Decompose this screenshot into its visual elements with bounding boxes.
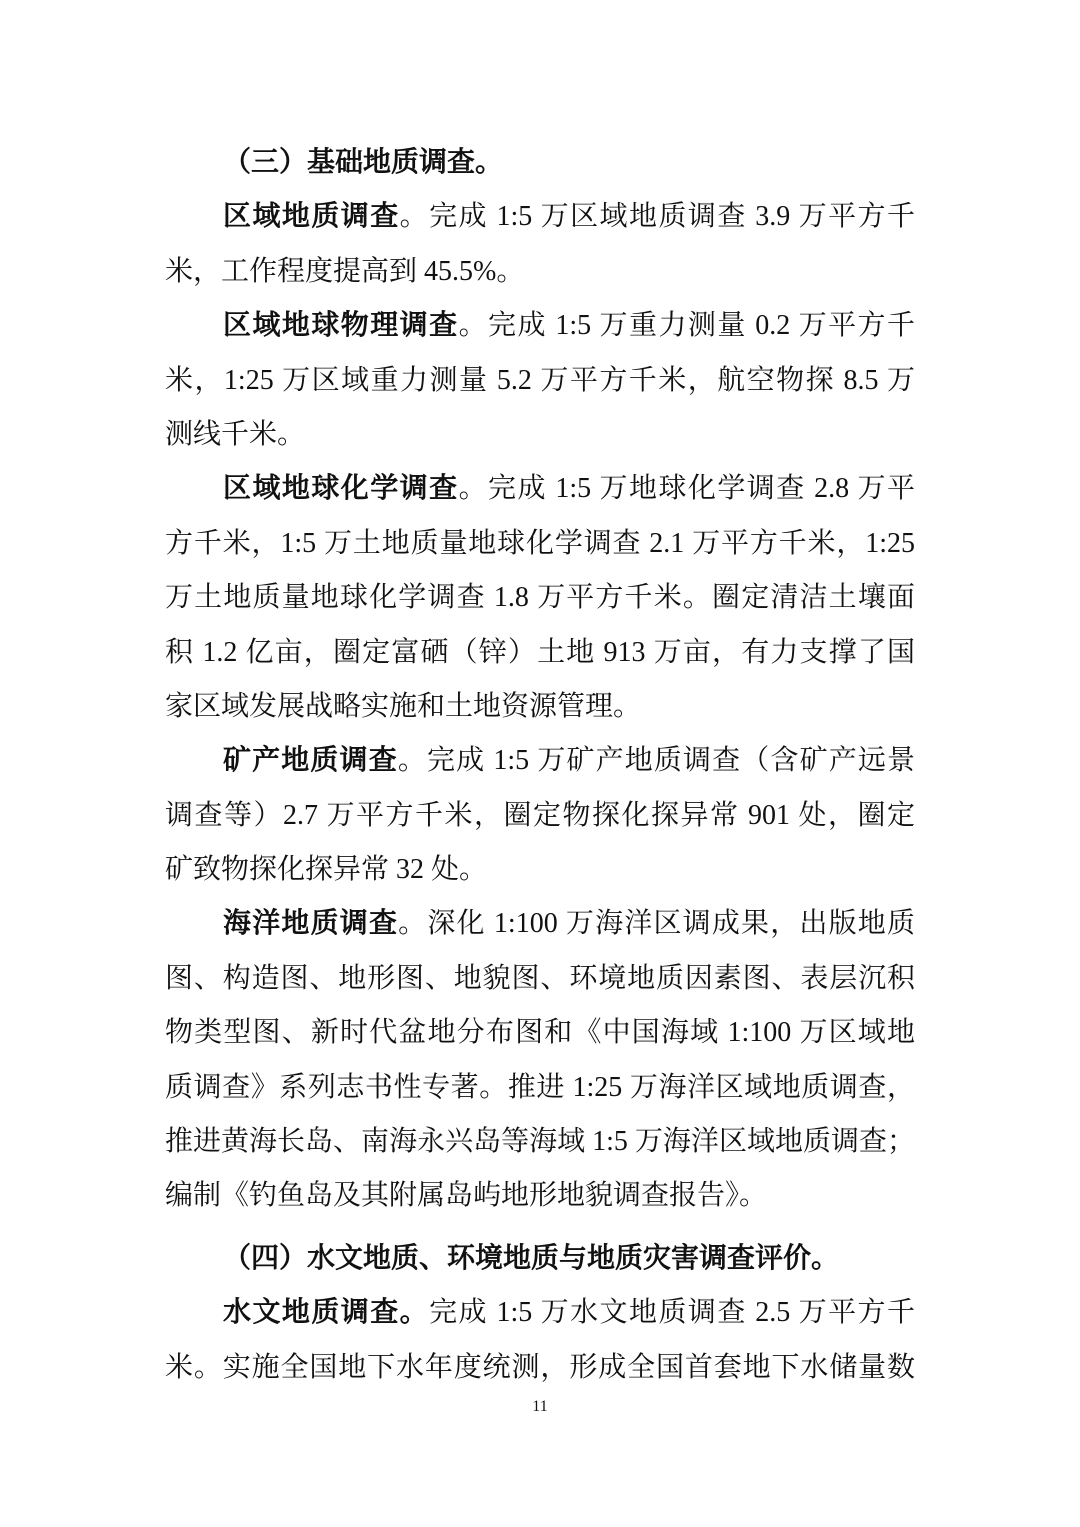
paragraph-text: 。完成 1:5 万矿产地质调查（含矿产远景 <box>397 745 915 777</box>
paragraph-text: 调查等）2.7 万平方千米，圈定物探化探异常 901 处，圈定 <box>165 799 915 831</box>
document-body <box>165 136 915 1395</box>
paragraph-text: 物类型图、新时代盆地分布图和《中国海域 1:100 万区域地 <box>165 1017 915 1049</box>
paragraph-line <box>165 843 915 897</box>
paragraph-text: 。完成 1:5 万区域地质调查 3.9 万平方千 <box>399 201 915 233</box>
paragraph-text: 图、构造图、地形图、地貌图、环境地质因素图、表层沉积 <box>165 962 915 994</box>
paragraph-text: 矿致物探化探异常 32 处。 <box>165 854 488 886</box>
paragraph-text: 万土地质量地球化学调查 1.8 万平方千米。圈定清洁土壤面 <box>165 582 915 614</box>
section-heading: （四）水文地质、环境地质与地质灾害调查评价。 <box>223 1242 840 1274</box>
paragraph-line <box>165 190 915 244</box>
paragraph-line <box>165 517 915 571</box>
section-heading: （三）基础地质调查。 <box>223 147 504 178</box>
paragraph-text: 米，工作程度提高到 45.5%。 <box>165 255 525 287</box>
paragraph-line <box>165 626 915 680</box>
page-number: 11 <box>532 1398 548 1415</box>
paragraph-line <box>165 1061 915 1115</box>
paragraph-line <box>165 734 915 788</box>
paragraph-lead: 水文地质调查。 <box>223 1297 430 1329</box>
paragraph-text: 米。实施全国地下水年度统测，形成全国首套地下水储量数 <box>165 1351 915 1383</box>
paragraph-line <box>165 1169 915 1223</box>
paragraph-line <box>165 897 915 951</box>
paragraph-lead: 区域地球物理调查 <box>223 310 459 342</box>
paragraph-line <box>165 1115 915 1169</box>
paragraph-text: 质调查》系列志书性专著。推进 1:25 万海洋区域地质调查， <box>165 1071 915 1103</box>
paragraph-text: 测线千米。 <box>165 418 306 450</box>
paragraph-line <box>165 1286 915 1340</box>
paragraph-text: 编制《钓鱼岛及其附属岛屿地形地貌调查报告》。 <box>165 1180 768 1212</box>
paragraph-lead: 区域地质调查 <box>223 201 400 233</box>
paragraph-line <box>165 1341 915 1395</box>
paragraph-lead: 区域地球化学调查 <box>223 473 459 505</box>
paragraph-lead: 海洋地质调查 <box>223 908 399 940</box>
paragraph-text: 推进黄海长岛、南海永兴岛等海域 1:5 万海洋区域地质调查； <box>165 1126 915 1158</box>
paragraph-line <box>165 680 915 734</box>
paragraph-lead: 矿产地质调查 <box>223 745 398 777</box>
paragraph-text: 积 1.2 亿亩，圈定富硒（锌）土地 913 万亩，有力支撑了国 <box>165 636 915 668</box>
paragraph-text: 米，1:25 万区域重力测量 5.2 万平方千米，航空物探 8.5 万 <box>165 364 915 396</box>
paragraph-text: 。深化 1:100 万海洋区调成果，出版地质 <box>398 908 915 940</box>
paragraph-text: 方千米，1:5 万土地质量地球化学调查 2.1 万平方千米，1:25 <box>165 527 915 559</box>
paragraph-line <box>165 245 915 299</box>
paragraph-text: 。完成 1:5 万重力测量 0.2 万平方千 <box>458 310 915 342</box>
paragraph-line <box>165 952 915 1006</box>
paragraph-line <box>165 354 915 408</box>
paragraph-line <box>165 1006 915 1060</box>
paragraph-line <box>165 299 915 353</box>
paragraph-text: 完成 1:5 万水文地质调查 2.5 万平方千 <box>429 1297 915 1329</box>
paragraph-line <box>165 571 915 625</box>
paragraph-line <box>165 789 915 843</box>
paragraph-line <box>165 462 915 516</box>
paragraph-line <box>165 408 915 462</box>
paragraph-text: 。完成 1:5 万地球化学调查 2.8 万平 <box>458 473 915 505</box>
paragraph-text: 家区域发展战略实施和土地资源管理。 <box>165 690 642 722</box>
